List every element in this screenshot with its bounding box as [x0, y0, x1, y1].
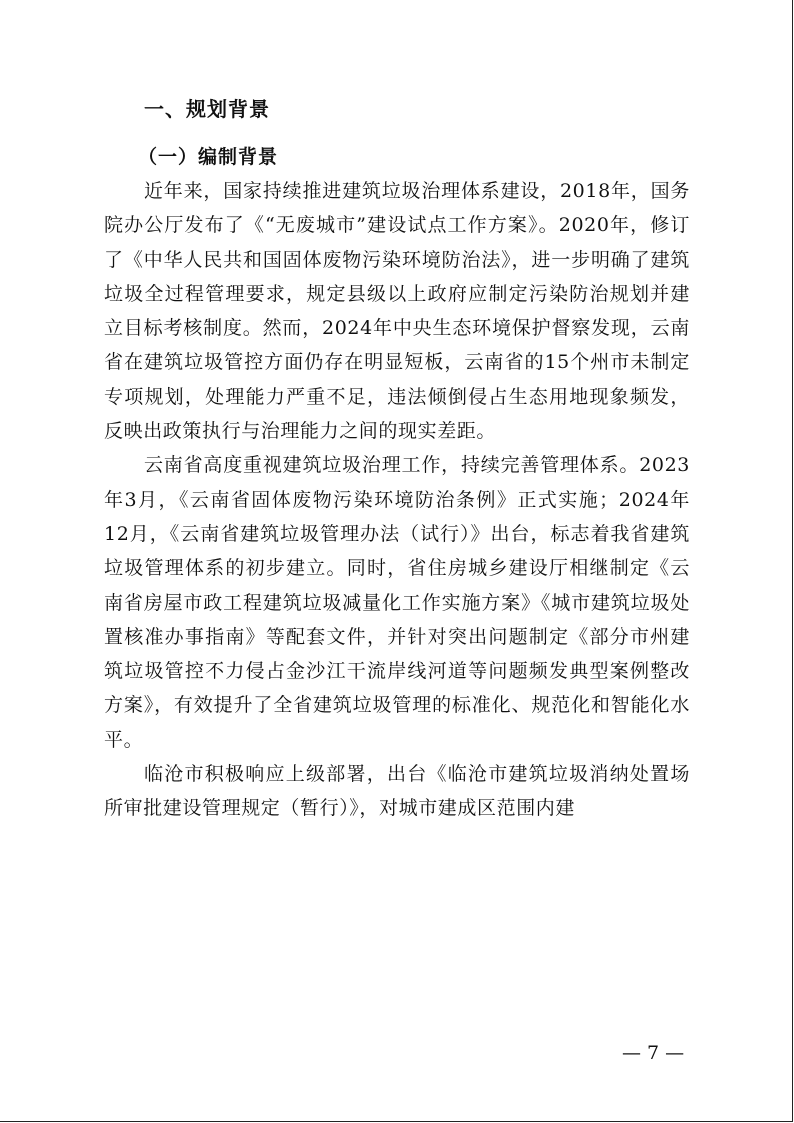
subsection-heading: （一）编制背景 [138, 146, 279, 168]
page-content [104, 92, 690, 826]
page-number: — 7 — [622, 1042, 685, 1064]
paragraph-2: 云南省高度重视建筑垃圾治理工作，持续完善管理体系。2023年3月，《云南省固体废物污染环境防治条例》正式实施；2024年12月，《云南省建筑垃圾管理办法（试行）》出台，标志着我省建筑垃圾管理体系的初步建立。同时，省住房城乡建设厅相继制定《云南省房屋市政工程建筑垃圾减量化工作实施方案》《城市建筑垃圾处置核准办事指南》等配套文件，并针对突出问题制定《部分市州建筑垃圾管控不力侵占金沙江干流岸线河道等问题频发典型案例整改方案》，有效提升了全省建筑垃圾管理的标准化、规范化和智能化水平。 [104, 454, 690, 751]
section-heading: 一、规划背景 [144, 97, 270, 121]
paragraph-1: 近年来，国家持续推进建筑垃圾治理体系建设，2018年，国务院办公厅发布了《“无废城市”建设试点工作方案》。2020年，修订了《中华人民共和国固体废物污染环境防治法》，进一步明确了建筑垃圾全过程管理要求，规定县级以上政府应制定污染防治规划并建立目标考核制度。然而，2024年中央生态环境保护督察发现，云南省在建筑垃圾管控方面仍存在明显短板，云南省的15个州市未制定专项规划，处理能力严重不足，违法倾倒侵占生态用地现象频发，反映出政策执行与治理能力之间的现实差距。 [104, 180, 690, 443]
paragraph-3: 临沧市积极响应上级部署，出台《临沧市建筑垃圾消纳处置场所审批建设管理规定（暂行）》，对城市建成区范围内建 [104, 763, 690, 820]
